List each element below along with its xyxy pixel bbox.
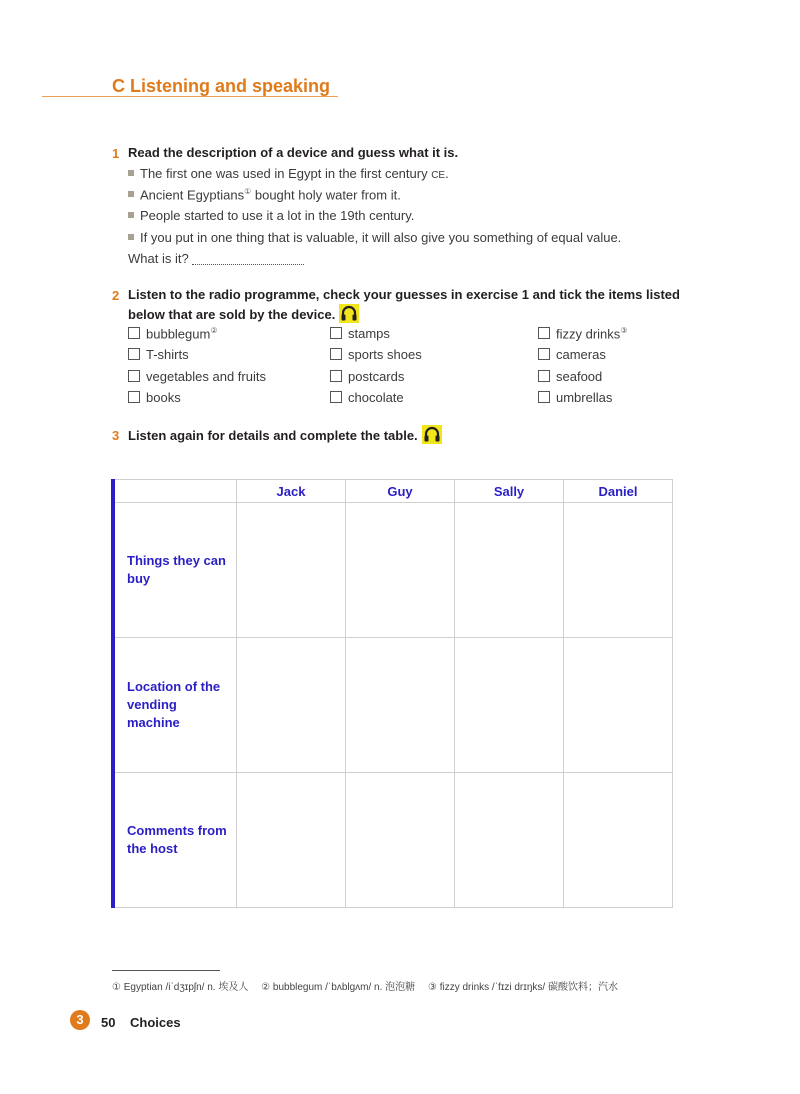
table-row bbox=[113, 773, 673, 908]
checklist-item[interactable]: fizzy drinks③ bbox=[538, 326, 627, 341]
exercise-2-instruction-line2: below that are sold by the device. bbox=[128, 304, 359, 324]
checkbox[interactable] bbox=[128, 391, 140, 403]
table-header-row bbox=[113, 480, 673, 503]
exercise-1-bullet: The first one was used in Egypt in the first century CE. bbox=[128, 166, 449, 181]
checkbox[interactable] bbox=[538, 370, 550, 382]
checkbox[interactable] bbox=[538, 391, 550, 403]
checklist-item[interactable]: T-shirts bbox=[128, 347, 189, 362]
table-corner-cell bbox=[113, 480, 237, 503]
table-row-header: Things they can buy bbox=[113, 503, 237, 638]
checklist-item[interactable]: postcards bbox=[330, 369, 404, 384]
answer-cell[interactable] bbox=[346, 638, 455, 773]
answer-cell[interactable] bbox=[564, 503, 673, 638]
answer-table bbox=[111, 479, 673, 908]
answer-cell[interactable] bbox=[564, 638, 673, 773]
exercise-3-number: 3 bbox=[112, 428, 120, 443]
table-row-header: Location of the vending machine bbox=[113, 638, 237, 773]
checklist-item[interactable]: stamps bbox=[330, 326, 390, 341]
answer-cell[interactable] bbox=[455, 638, 564, 773]
table-column-header: Guy bbox=[346, 480, 455, 503]
exercise-1-question: What is it? bbox=[128, 251, 304, 266]
table-row bbox=[113, 503, 673, 638]
checklist-item[interactable]: vegetables and fruits bbox=[128, 369, 266, 384]
checklist-item[interactable]: bubblegum② bbox=[128, 326, 218, 341]
checklist-item[interactable]: sports shoes bbox=[330, 347, 422, 362]
exercise-2-number: 2 bbox=[112, 288, 120, 303]
answer-cell[interactable] bbox=[237, 638, 346, 773]
exercise-2-instruction-line1: Listen to the radio programme, check your guesses in exercise 1 and tick the items listed bbox=[128, 287, 680, 302]
table-column-header: Daniel bbox=[564, 480, 673, 503]
checklist-item[interactable]: cameras bbox=[538, 347, 606, 362]
unit-title: Choices bbox=[130, 1015, 181, 1030]
answer-cell[interactable] bbox=[237, 503, 346, 638]
headphones-icon[interactable] bbox=[339, 304, 359, 323]
headphones-icon[interactable] bbox=[422, 425, 442, 444]
section-rule bbox=[42, 96, 338, 97]
unit-number-badge: 3 bbox=[70, 1010, 90, 1030]
answer-cell[interactable] bbox=[237, 773, 346, 908]
answer-cell[interactable] bbox=[564, 773, 673, 908]
answer-cell[interactable] bbox=[455, 503, 564, 638]
checkbox[interactable] bbox=[538, 348, 550, 360]
checklist-item[interactable]: chocolate bbox=[330, 390, 404, 405]
table-column-header: Jack bbox=[237, 480, 346, 503]
bullet-icon bbox=[128, 212, 134, 218]
exercise-1-number: 1 bbox=[112, 146, 120, 161]
footnote-1: ① Egyptian /iˈdʒɪpʃn/ n. 埃及人 bbox=[112, 982, 249, 993]
bullet-icon bbox=[128, 234, 134, 240]
answer-cell[interactable] bbox=[346, 773, 455, 908]
bullet-icon bbox=[128, 170, 134, 176]
page-number: 50 bbox=[101, 1015, 116, 1030]
footnote-rule bbox=[112, 970, 220, 971]
checklist-item[interactable]: books bbox=[128, 390, 181, 405]
footnotes bbox=[112, 978, 618, 993]
answer-line[interactable] bbox=[192, 264, 304, 265]
bullet-icon bbox=[128, 191, 134, 197]
checklist-item[interactable]: seafood bbox=[538, 369, 602, 384]
exercise-1-bullet: If you put in one thing that is valuable, it will also give you something of equal value. bbox=[128, 230, 621, 245]
checkbox[interactable] bbox=[330, 327, 342, 339]
exercise-1-bullet: Ancient Egyptians① bought holy water from it. bbox=[128, 187, 401, 202]
footnote-3: ③ fizzy drinks /ˈfɪzi drɪŋks/ 碳酸饮料；汽水 bbox=[427, 982, 618, 993]
table-row-header: Comments from the host bbox=[113, 773, 237, 908]
exercise-3-instruction: Listen again for details and complete the table. bbox=[128, 425, 442, 445]
table-column-header: Sally bbox=[455, 480, 564, 503]
checkbox[interactable] bbox=[128, 370, 140, 382]
checkbox[interactable] bbox=[330, 370, 342, 382]
checkbox[interactable] bbox=[128, 348, 140, 360]
answer-cell[interactable] bbox=[455, 773, 564, 908]
section-title: C Listening and speaking bbox=[112, 76, 331, 96]
checkbox[interactable] bbox=[330, 348, 342, 360]
checklist-item[interactable]: umbrellas bbox=[538, 390, 612, 405]
checkbox[interactable] bbox=[128, 327, 140, 339]
answer-cell[interactable] bbox=[346, 503, 455, 638]
table-row bbox=[113, 638, 673, 773]
exercise-1-instruction: Read the description of a device and guess what it is. bbox=[128, 145, 459, 160]
footnote-2: ② bubblegum /ˈbʌblɡʌm/ n. 泡泡糖 bbox=[261, 982, 416, 993]
checkbox[interactable] bbox=[538, 327, 550, 339]
checkbox[interactable] bbox=[330, 391, 342, 403]
exercise-1-bullet: People started to use it a lot in the 19th century. bbox=[128, 208, 414, 223]
